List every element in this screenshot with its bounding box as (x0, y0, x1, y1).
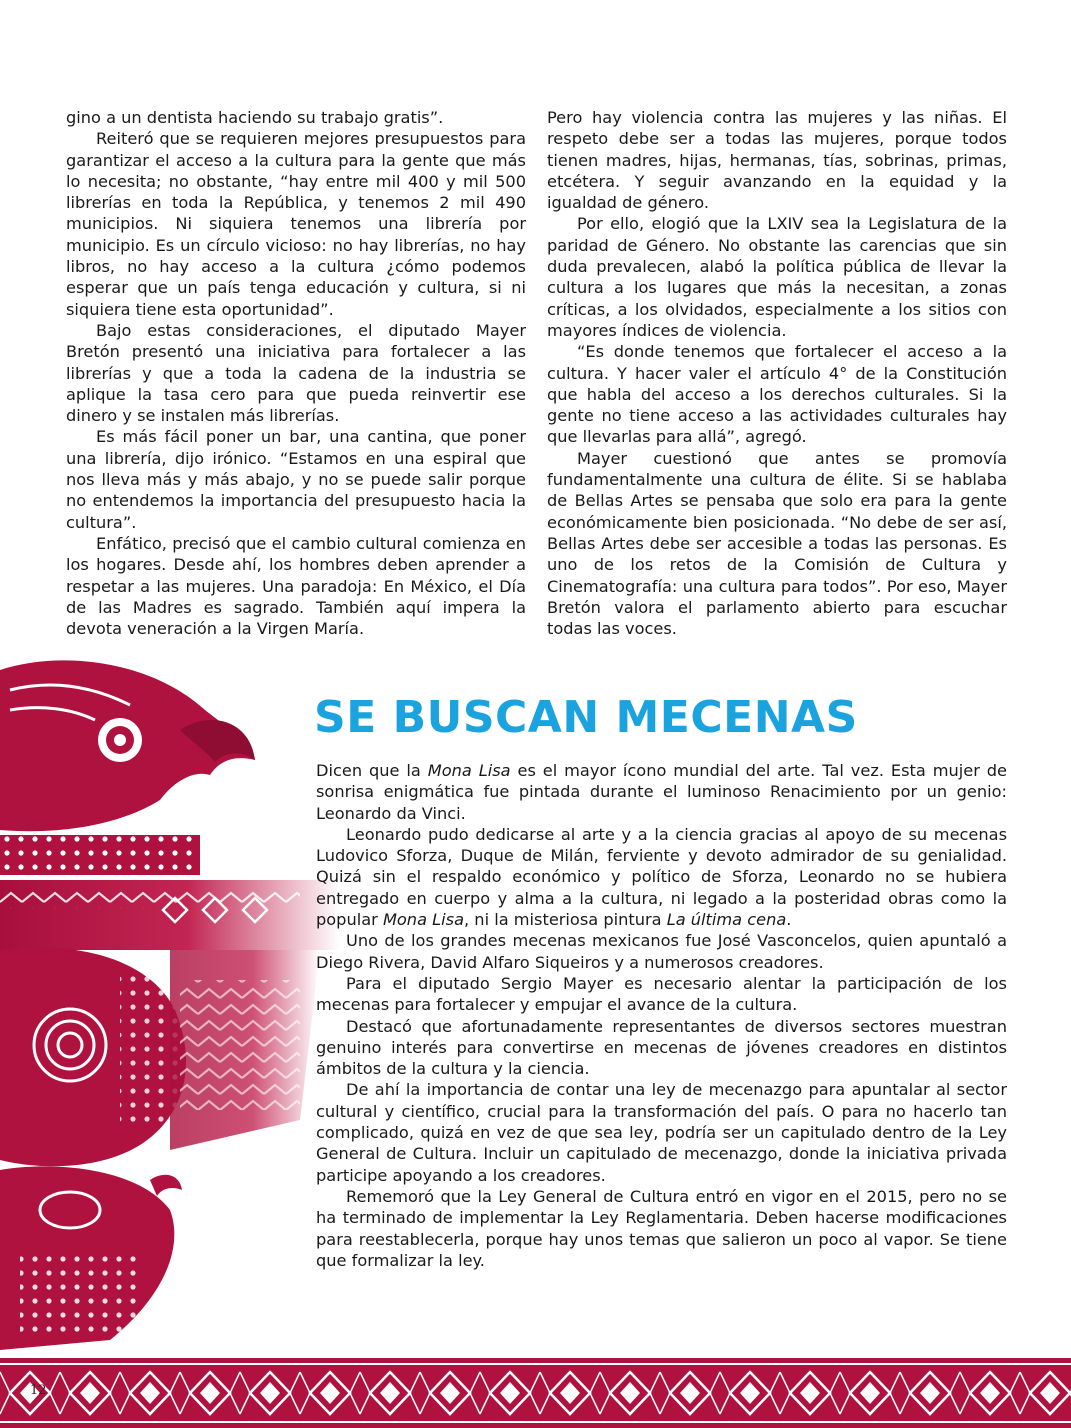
left-text-column (66, 107, 526, 639)
paragraph: Reiteró que se requieren mejores presupuestos para garantizar el acceso a la cultura para la gente que más lo necesita; no obstante, “hay entre mil 400 y mil 500 librerías en toda la República, y tenemos 2 mil 490 municipios. Ni siquiera tenemos una librería por municipio. Es un círculo vicioso: no hay librerías, no hay libros, no hay acceso a la cultura ¿cómo podemos esperar que un país tenga educación y cultura, si ni siquiera tiene esta oportunidad”. (66, 129, 526, 319)
text-run: . (786, 910, 792, 930)
paragraph: Es más fácil poner un bar, una cantina, que poner una librería, dijo irónico. “Estamos en una espiral que nos lleva más y más abajo, y no se puede salir porque no entendemos la importancia del presupuesto hacia la cultura”. (66, 427, 526, 532)
section-title: SE BUSCAN MECENAS (314, 692, 858, 743)
paragraph: Destacó que afortunadamente representantes de diversos sectores muestran genuino interés para convertirse en mecenas de jóvenes creadores en distintos ámbitos de la cultura y la ciencia. (316, 1016, 1007, 1079)
paragraph: Para el diputado Sergio Mayer es necesario alentar la participación de los mecenas para fortalecer y empujar el avance de la cultura. (316, 973, 1007, 1015)
page-number: 12 (30, 1383, 47, 1398)
decorative-eagle-illustration (0, 650, 340, 1350)
decorative-footer-band (0, 1358, 1071, 1428)
paragraph: gino a un dentista haciendo su trabajo gratis”. (66, 108, 444, 127)
paragraph: “Es donde tenemos que fortalecer el acceso a la cultura. Y hacer valer el artículo 4° de la Constitución que habla del acceso a los derechos culturales. Si la gente no tiene acceso a las actividades culturales hay que llevarlas para allá”, agregó. (547, 342, 1007, 447)
text-run: Leonardo pudo dedicarse al arte y a la ciencia gracias al apoyo de su mecenas Ludovico Sforza, Duque de Milán, ferviente y devoto admirador de su genialidad. Quizá sin el respaldo económico y político de Sforza, Leonardo no se hubiera entregado en cuerpo y alma a la cultura, ni legado a la posteridad obras como la popular (316, 824, 1007, 930)
paragraph: Pero hay violencia contra las mujeres y las niñas. El respeto debe ser a todas las mujeres, porque todos tienen madres, hijas, hermanas, tías, sobrinas, primas, etcétera. Y seguir avanzando en la equidad y la igualdad de género. (547, 108, 1007, 213)
paragraph: Uno de los grandes mecenas mexicanos fue José Vasconcelos, quien apuntaló a Diego Rivera, David Alfaro Siqueiros y a numerosos creadores. (316, 931, 1007, 972)
text-run: es el mayor ícono mundial del arte. Tal vez. Esta mujer de sonrisa enigmática fue pintada durante el luminoso Renacimiento por un genio: Leonardo da Vinci. (316, 761, 1007, 823)
paragraph (316, 824, 1007, 930)
paragraph: Por ello, elogió que la LXIV sea la Legislatura de la paridad de Género. No obstante las carencias que sin duda prevalecen, alabó la política pública de llevar la cultura a los lugares que más la necesitan, a zonas críticas, a los olvidados, especialmente a los sitios con mayores índices de violencia. (547, 214, 1007, 340)
italic-title: La última cena (666, 910, 787, 930)
paragraph: Rememoró que la Ley General de Cultura entró en vigor en el 2015, pero no se ha terminado de implementar la Ley Reglamentaria. Deben hacerse modificaciones para reestablecerla, porque hay unos temas que salieron un poco al vapor. Se tiene que formalizar la ley. (316, 1186, 1007, 1270)
paragraph: De ahí la importancia de contar una ley de mecenazgo para apuntalar al sector cultural y científico, crucial para la transformación del país. O para no hacerlo tan complicado, quizá en vez de que sea ley, podría ser un capitulado dentro de la Ley General de Cultura. Incluir un capitulado de mecenazgo, donde la iniciativa privada participe apoyando a los creadores. (316, 1080, 1007, 1185)
text-run: Dicen que la (316, 761, 428, 780)
section-body (316, 760, 1007, 1271)
text-run: , ni la misteriosa pintura (464, 910, 667, 930)
italic-title: Mona Lisa (382, 910, 465, 930)
right-text-column (547, 107, 1007, 639)
paragraph: Bajo estas consideraciones, el diputado Mayer Bretón presentó una iniciativa para fortalecer a las librerías y que a toda la cadena de la industria se aplique la tasa cero para que pueda reinvertir ese dinero y se instalen más librerías. (66, 320, 526, 426)
italic-title: Mona Lisa (427, 761, 511, 780)
paragraph (316, 760, 1007, 824)
paragraph: Mayer cuestionó que antes se promovía fundamentalmente una cultura de élite. Si se hablaba de Bellas Artes se pensaba que solo era para la gente económicamente bien posicionada. “No debe de ser así, Bellas Artes debe ser accesible a todas las personas. Es uno de los retos de la Comisión de Cultura y Cinematografía: una cultura para todos”. Por eso, Mayer Bretón valora el parlamento abierto para escuchar todas las voces. (547, 448, 1007, 639)
paragraph: Enfático, precisó que el cambio cultural comienza en los hogares. Desde ahí, los hombres deben aprender a respetar a las mujeres. Una paradoja: En México, el Día de las Madres es sagrado. También aquí impera la devota veneración a la Virgen María. (66, 533, 526, 639)
